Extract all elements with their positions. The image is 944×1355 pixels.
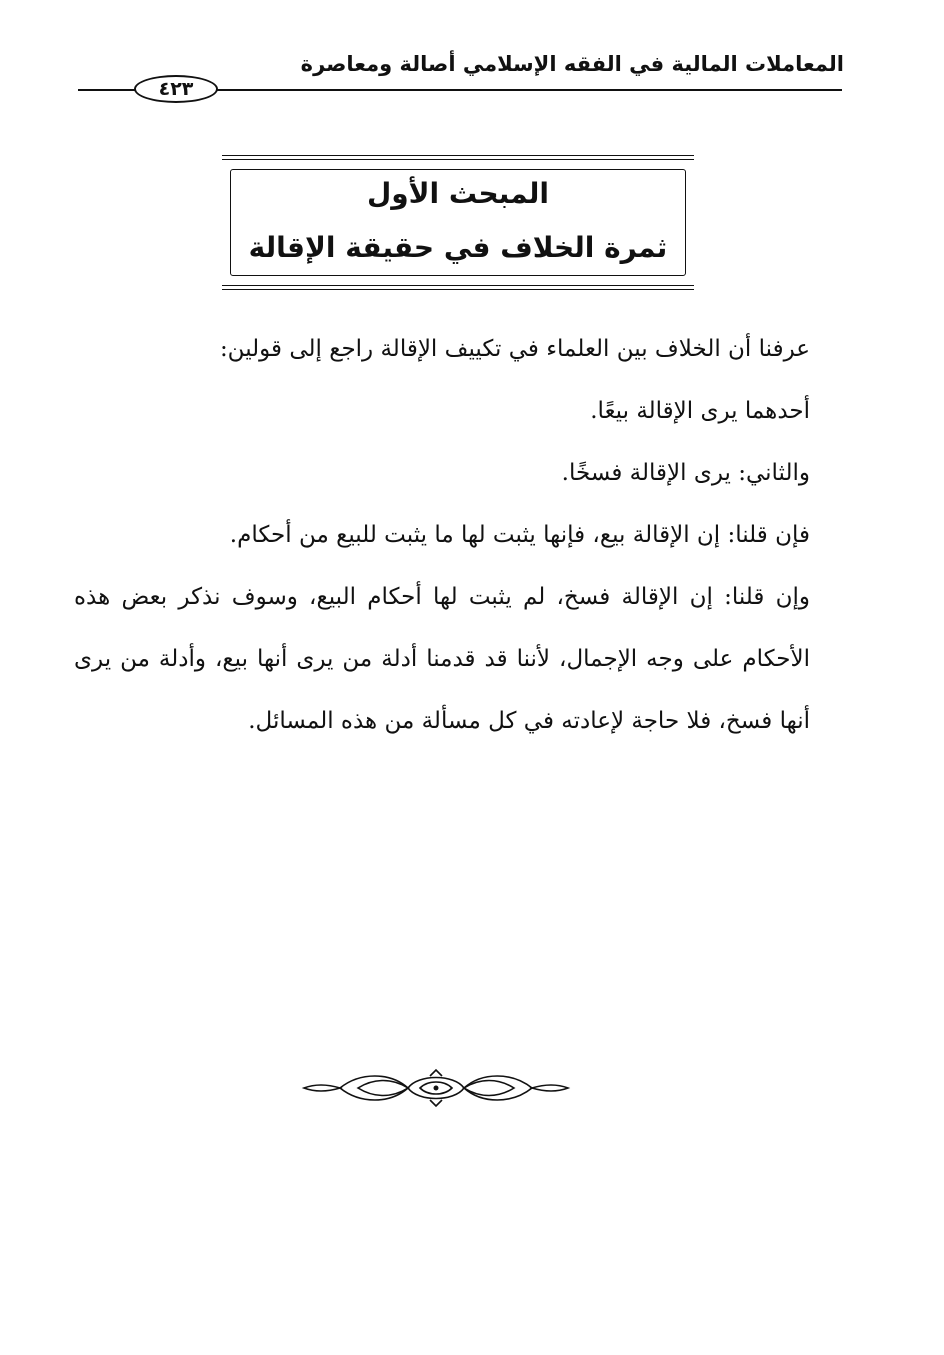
section-title-frame — [222, 155, 694, 290]
page-number-oval — [134, 75, 218, 103]
paragraph-second-opinion: والثاني: يرى الإقالة فسخًا. — [561, 460, 810, 486]
paragraph-if-rescission: وإن قلنا: إن الإقالة فسخ، لم يثبت لها أحكام البيع، وسوف نذكر بعض هذه الأحكام على وجه الإجمال، لأننا قد قدمنا أدلة من يرى أنها بيع، وأدلة من يرى أنها فسخ، فلا حاجة لإعادته في كل مسألة من هذه المسائل. — [74, 584, 810, 734]
running-header-title: المعاملات المالية في الفقه الإسلامي أصالة ومعاصرة — [300, 52, 844, 76]
page-number: ٤٢٣ — [158, 77, 194, 100]
decorative-knot-ornament-icon — [300, 1068, 572, 1108]
frame-rule-top-inner — [222, 159, 694, 160]
section-subtitle: ثمرة الخلاف في حقيقة الإقالة — [248, 231, 668, 264]
paragraph-first-opinion: أحدهما يرى الإقالة بيعًا. — [590, 398, 810, 424]
frame-rule-bottom — [222, 289, 694, 290]
frame-rule-bottom-inner — [222, 285, 694, 286]
body-text — [74, 318, 838, 752]
frame-rule-top — [222, 155, 694, 156]
section-title: المبحث الأول — [366, 177, 550, 210]
paragraph-if-sale: فإن قلنا: إن الإقالة بيع، فإنها يثبت لها ما يثبت للبيع من أحكام. — [229, 522, 810, 548]
paragraph-intro: عرفنا أن الخلاف بين العلماء في تكييف الإقالة راجع إلى قولين: — [219, 336, 810, 362]
